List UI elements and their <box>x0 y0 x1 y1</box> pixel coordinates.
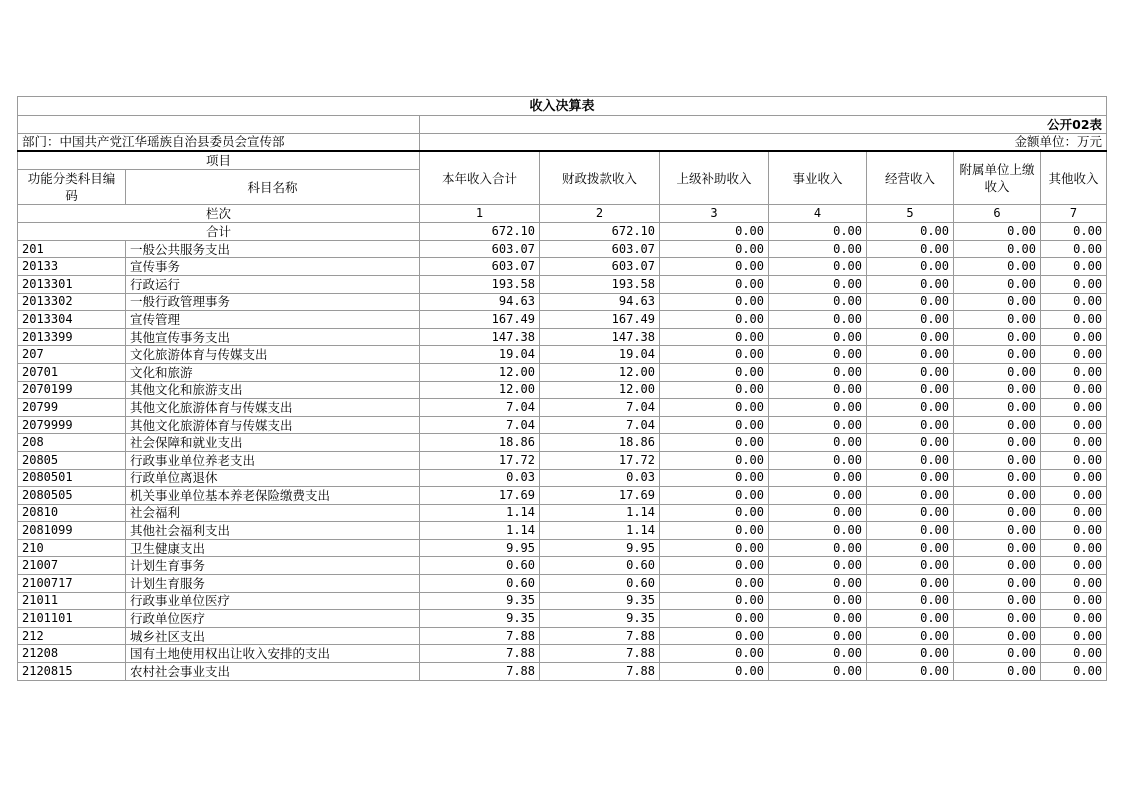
total-value: 0.00 <box>660 223 769 241</box>
table-row <box>18 592 1107 610</box>
row-value: 7.88 <box>420 627 540 645</box>
row-value: 0.00 <box>867 346 954 364</box>
column-index-5: 5 <box>867 205 954 223</box>
row-value: 0.00 <box>954 487 1041 505</box>
row-value: 0.00 <box>954 328 1041 346</box>
row-name: 一般公共服务支出 <box>126 240 420 258</box>
row-code: 201 <box>18 240 126 258</box>
row-value: 147.38 <box>540 328 660 346</box>
row-value: 0.00 <box>954 592 1041 610</box>
header-operating: 经营收入 <box>867 151 954 205</box>
row-value: 0.00 <box>769 311 867 329</box>
table-row <box>18 346 1107 364</box>
row-value: 0.00 <box>660 434 769 452</box>
row-code: 2013302 <box>18 293 126 311</box>
table-row <box>18 575 1107 593</box>
row-value: 0.00 <box>954 293 1041 311</box>
row-value: 0.00 <box>660 663 769 681</box>
row-name: 宣传事务 <box>126 258 420 276</box>
row-value: 0.00 <box>867 592 954 610</box>
row-value: 94.63 <box>540 293 660 311</box>
header-total: 本年收入合计 <box>420 151 540 205</box>
row-value: 603.07 <box>420 258 540 276</box>
row-value: 0.00 <box>954 504 1041 522</box>
row-value: 0.00 <box>769 539 867 557</box>
row-code: 21007 <box>18 557 126 575</box>
row-value: 9.35 <box>540 610 660 628</box>
row-value: 0.00 <box>769 399 867 417</box>
row-value: 18.86 <box>540 434 660 452</box>
row-value: 12.00 <box>540 363 660 381</box>
table-row <box>18 539 1107 557</box>
row-value: 0.00 <box>867 469 954 487</box>
row-value: 0.00 <box>867 663 954 681</box>
row-value: 0.00 <box>954 434 1041 452</box>
row-value: 0.00 <box>1041 539 1107 557</box>
row-value: 0.00 <box>660 416 769 434</box>
row-value: 0.00 <box>769 663 867 681</box>
row-value: 0.00 <box>867 487 954 505</box>
table-row <box>18 522 1107 540</box>
row-value: 1.14 <box>420 504 540 522</box>
row-value: 0.00 <box>867 311 954 329</box>
row-value: 0.00 <box>660 275 769 293</box>
row-value: 12.00 <box>540 381 660 399</box>
row-value: 0.00 <box>660 381 769 399</box>
column-index-4: 4 <box>769 205 867 223</box>
row-value: 0.00 <box>769 293 867 311</box>
row-name: 计划生育事务 <box>126 557 420 575</box>
row-value: 0.00 <box>1041 522 1107 540</box>
row-value: 12.00 <box>420 381 540 399</box>
row-name: 宣传管理 <box>126 311 420 329</box>
row-value: 0.00 <box>954 575 1041 593</box>
row-code: 2100717 <box>18 575 126 593</box>
table-row <box>18 434 1107 452</box>
row-code: 2080501 <box>18 469 126 487</box>
row-value: 0.00 <box>1041 293 1107 311</box>
row-value: 0.00 <box>660 240 769 258</box>
row-value: 0.00 <box>660 539 769 557</box>
row-value: 0.00 <box>1041 381 1107 399</box>
row-value: 18.86 <box>420 434 540 452</box>
row-value: 9.95 <box>420 539 540 557</box>
total-value: 0.00 <box>867 223 954 241</box>
row-value: 0.00 <box>660 645 769 663</box>
row-value: 0.00 <box>769 557 867 575</box>
row-name: 其他文化旅游体育与传媒支出 <box>126 416 420 434</box>
row-code: 2101101 <box>18 610 126 628</box>
row-value: 19.04 <box>420 346 540 364</box>
row-name: 社会福利 <box>126 504 420 522</box>
income-table <box>17 96 1107 681</box>
row-value: 0.00 <box>769 240 867 258</box>
row-value: 12.00 <box>420 363 540 381</box>
row-value: 0.00 <box>867 645 954 663</box>
row-value: 0.00 <box>769 504 867 522</box>
row-code: 212 <box>18 627 126 645</box>
row-value: 0.00 <box>954 258 1041 276</box>
row-value: 0.00 <box>660 627 769 645</box>
row-code: 210 <box>18 539 126 557</box>
table-row <box>18 663 1107 681</box>
row-code: 20810 <box>18 504 126 522</box>
row-name: 行政事业单位医疗 <box>126 592 420 610</box>
row-value: 0.00 <box>954 451 1041 469</box>
row-value: 0.60 <box>540 575 660 593</box>
row-value: 0.00 <box>769 451 867 469</box>
row-value: 147.38 <box>420 328 540 346</box>
row-value: 0.00 <box>660 469 769 487</box>
row-value: 0.00 <box>867 627 954 645</box>
row-value: 0.00 <box>660 363 769 381</box>
total-value: 0.00 <box>954 223 1041 241</box>
total-value: 672.10 <box>420 223 540 241</box>
row-value: 7.04 <box>420 399 540 417</box>
column-index-label: 栏次 <box>18 205 420 223</box>
row-name: 国有土地使用权出让收入安排的支出 <box>126 645 420 663</box>
row-value: 7.04 <box>540 399 660 417</box>
row-code: 2013399 <box>18 328 126 346</box>
row-value: 0.00 <box>660 522 769 540</box>
row-name: 城乡社区支出 <box>126 627 420 645</box>
column-index-3: 3 <box>660 205 769 223</box>
row-value: 1.14 <box>420 522 540 540</box>
row-value: 0.00 <box>769 575 867 593</box>
row-value: 0.00 <box>1041 258 1107 276</box>
row-code: 20701 <box>18 363 126 381</box>
row-value: 0.00 <box>954 381 1041 399</box>
row-name: 行政事业单位养老支出 <box>126 451 420 469</box>
row-name: 文化和旅游 <box>126 363 420 381</box>
row-value: 0.00 <box>954 539 1041 557</box>
row-code: 2080505 <box>18 487 126 505</box>
row-value: 0.00 <box>867 451 954 469</box>
row-code: 2120815 <box>18 663 126 681</box>
table-row <box>18 240 1107 258</box>
row-value: 0.00 <box>954 627 1041 645</box>
row-name: 行政单位医疗 <box>126 610 420 628</box>
row-value: 0.00 <box>660 557 769 575</box>
row-value: 0.00 <box>954 557 1041 575</box>
row-value: 0.00 <box>867 240 954 258</box>
row-name: 行政单位离退休 <box>126 469 420 487</box>
row-value: 19.04 <box>540 346 660 364</box>
row-value: 0.00 <box>1041 311 1107 329</box>
row-value: 0.00 <box>769 363 867 381</box>
row-value: 0.00 <box>769 645 867 663</box>
row-value: 0.00 <box>1041 504 1107 522</box>
row-value: 0.00 <box>867 275 954 293</box>
row-value: 0.00 <box>1041 363 1107 381</box>
table-row <box>18 557 1107 575</box>
total-value: 0.00 <box>1041 223 1107 241</box>
table-row <box>18 645 1107 663</box>
table-row <box>18 399 1107 417</box>
row-value: 17.69 <box>540 487 660 505</box>
row-value: 0.60 <box>540 557 660 575</box>
row-code: 21208 <box>18 645 126 663</box>
row-value: 0.00 <box>769 610 867 628</box>
table-row <box>18 293 1107 311</box>
row-value: 0.00 <box>1041 645 1107 663</box>
row-value: 0.00 <box>660 610 769 628</box>
row-value: 0.00 <box>867 610 954 628</box>
row-value: 0.00 <box>660 328 769 346</box>
row-value: 0.00 <box>954 663 1041 681</box>
row-value: 0.00 <box>1041 240 1107 258</box>
row-value: 0.00 <box>1041 592 1107 610</box>
row-value: 0.00 <box>954 399 1041 417</box>
header-superior: 上级补助收入 <box>660 151 769 205</box>
form-code: 公开02表 <box>420 116 1107 134</box>
row-value: 7.04 <box>420 416 540 434</box>
row-code: 2070199 <box>18 381 126 399</box>
row-value: 0.00 <box>954 645 1041 663</box>
column-index-2: 2 <box>540 205 660 223</box>
row-value: 0.03 <box>420 469 540 487</box>
table-row <box>18 416 1107 434</box>
row-value: 0.00 <box>660 451 769 469</box>
row-code: 20799 <box>18 399 126 417</box>
row-value: 0.00 <box>867 539 954 557</box>
row-value: 0.00 <box>1041 451 1107 469</box>
header-business: 事业收入 <box>769 151 867 205</box>
row-code: 20805 <box>18 451 126 469</box>
row-name: 文化旅游体育与传媒支出 <box>126 346 420 364</box>
row-value: 0.00 <box>867 381 954 399</box>
row-value: 1.14 <box>540 522 660 540</box>
row-name: 行政运行 <box>126 275 420 293</box>
row-value: 0.00 <box>1041 663 1107 681</box>
row-value: 1.14 <box>540 504 660 522</box>
row-value: 0.00 <box>867 522 954 540</box>
row-value: 0.00 <box>867 258 954 276</box>
row-value: 0.00 <box>954 416 1041 434</box>
row-value: 0.60 <box>420 575 540 593</box>
table-row <box>18 451 1107 469</box>
row-value: 17.72 <box>420 451 540 469</box>
row-value: 9.35 <box>540 592 660 610</box>
row-value: 0.00 <box>954 469 1041 487</box>
header-name: 科目名称 <box>126 170 420 205</box>
row-code: 2081099 <box>18 522 126 540</box>
row-value: 17.69 <box>420 487 540 505</box>
row-value: 603.07 <box>540 240 660 258</box>
row-value: 0.00 <box>660 575 769 593</box>
row-value: 0.00 <box>769 487 867 505</box>
header-code: 功能分类科目编码 <box>18 170 126 205</box>
department-label: 部门：中国共产党江华瑶族自治县委员会宣传部 <box>18 133 420 151</box>
row-value: 0.00 <box>769 592 867 610</box>
row-name: 农村社会事业支出 <box>126 663 420 681</box>
table-row <box>18 258 1107 276</box>
row-code: 2079999 <box>18 416 126 434</box>
row-code: 2013304 <box>18 311 126 329</box>
row-value: 0.00 <box>867 416 954 434</box>
column-index-6: 6 <box>954 205 1041 223</box>
total-value: 0.00 <box>769 223 867 241</box>
table-row <box>18 328 1107 346</box>
table-row <box>18 381 1107 399</box>
row-value: 167.49 <box>420 311 540 329</box>
row-value: 0.00 <box>1041 557 1107 575</box>
row-value: 0.00 <box>1041 487 1107 505</box>
row-value: 17.72 <box>540 451 660 469</box>
row-name: 其他宣传事务支出 <box>126 328 420 346</box>
row-value: 7.88 <box>540 627 660 645</box>
row-value: 0.00 <box>660 504 769 522</box>
row-value: 167.49 <box>540 311 660 329</box>
row-value: 0.00 <box>954 311 1041 329</box>
row-value: 193.58 <box>420 275 540 293</box>
row-value: 0.00 <box>867 557 954 575</box>
row-code: 21011 <box>18 592 126 610</box>
total-value: 672.10 <box>540 223 660 241</box>
row-name: 机关事业单位基本养老保险缴费支出 <box>126 487 420 505</box>
row-name: 其他文化和旅游支出 <box>126 381 420 399</box>
row-value: 0.00 <box>769 381 867 399</box>
row-value: 0.00 <box>660 346 769 364</box>
table-row <box>18 311 1107 329</box>
row-value: 0.00 <box>1041 416 1107 434</box>
row-value: 0.00 <box>1041 627 1107 645</box>
row-value: 0.00 <box>954 363 1041 381</box>
row-value: 7.88 <box>540 663 660 681</box>
row-value: 193.58 <box>540 275 660 293</box>
table-row <box>18 610 1107 628</box>
row-value: 0.00 <box>769 469 867 487</box>
row-value: 0.00 <box>660 293 769 311</box>
row-value: 0.00 <box>867 399 954 417</box>
row-value: 0.00 <box>660 399 769 417</box>
row-code: 2013301 <box>18 275 126 293</box>
table-row <box>18 487 1107 505</box>
row-value: 94.63 <box>420 293 540 311</box>
table-title: 收入决算表 <box>18 97 1107 116</box>
header-fiscal: 财政拨款收入 <box>540 151 660 205</box>
row-value: 0.00 <box>1041 575 1107 593</box>
row-value: 9.35 <box>420 592 540 610</box>
row-name: 计划生育服务 <box>126 575 420 593</box>
row-name: 卫生健康支出 <box>126 539 420 557</box>
row-value: 0.00 <box>867 434 954 452</box>
row-value: 0.00 <box>867 328 954 346</box>
table-row <box>18 469 1107 487</box>
row-name: 其他文化旅游体育与传媒支出 <box>126 399 420 417</box>
row-value: 0.00 <box>660 592 769 610</box>
row-name: 其他社会福利支出 <box>126 522 420 540</box>
row-value: 0.00 <box>954 610 1041 628</box>
row-value: 0.00 <box>769 522 867 540</box>
row-code: 20133 <box>18 258 126 276</box>
row-value: 0.00 <box>954 275 1041 293</box>
row-code: 207 <box>18 346 126 364</box>
row-value: 603.07 <box>420 240 540 258</box>
row-value: 7.88 <box>420 645 540 663</box>
header-item: 项目 <box>18 151 420 170</box>
row-code: 208 <box>18 434 126 452</box>
table-row <box>18 275 1107 293</box>
row-value: 0.00 <box>954 240 1041 258</box>
row-value: 0.00 <box>1041 434 1107 452</box>
row-value: 0.00 <box>954 522 1041 540</box>
unit-label: 金额单位：万元 <box>420 133 1107 151</box>
row-value: 0.00 <box>1041 346 1107 364</box>
row-value: 0.00 <box>1041 328 1107 346</box>
row-value: 0.00 <box>769 627 867 645</box>
row-value: 9.95 <box>540 539 660 557</box>
blank-cell <box>18 116 420 134</box>
income-final-accounts-sheet <box>17 96 1106 681</box>
row-value: 9.35 <box>420 610 540 628</box>
row-value: 0.00 <box>769 434 867 452</box>
column-index-1: 1 <box>420 205 540 223</box>
row-name: 一般行政管理事务 <box>126 293 420 311</box>
row-value: 0.00 <box>660 311 769 329</box>
row-value: 0.00 <box>867 293 954 311</box>
table-row <box>18 504 1107 522</box>
row-value: 0.00 <box>769 416 867 434</box>
row-value: 7.88 <box>420 663 540 681</box>
row-value: 0.00 <box>769 258 867 276</box>
row-value: 0.00 <box>1041 610 1107 628</box>
table-row <box>18 627 1107 645</box>
row-value: 0.00 <box>1041 399 1107 417</box>
column-index-7: 7 <box>1041 205 1107 223</box>
row-value: 7.04 <box>540 416 660 434</box>
header-affiliated: 附属单位上缴收入 <box>954 151 1041 205</box>
row-value: 0.00 <box>867 504 954 522</box>
row-value: 7.88 <box>540 645 660 663</box>
row-value: 603.07 <box>540 258 660 276</box>
row-value: 0.00 <box>660 258 769 276</box>
header-other: 其他收入 <box>1041 151 1107 205</box>
row-value: 0.03 <box>540 469 660 487</box>
row-value: 0.00 <box>769 328 867 346</box>
row-value: 0.00 <box>867 363 954 381</box>
row-value: 0.00 <box>660 487 769 505</box>
row-value: 0.00 <box>867 575 954 593</box>
row-name: 社会保障和就业支出 <box>126 434 420 452</box>
row-value: 0.00 <box>1041 469 1107 487</box>
row-value: 0.00 <box>1041 275 1107 293</box>
total-row-label: 合计 <box>18 223 420 241</box>
row-value: 0.00 <box>769 275 867 293</box>
table-row <box>18 363 1107 381</box>
row-value: 0.00 <box>769 346 867 364</box>
row-value: 0.60 <box>420 557 540 575</box>
row-value: 0.00 <box>954 346 1041 364</box>
